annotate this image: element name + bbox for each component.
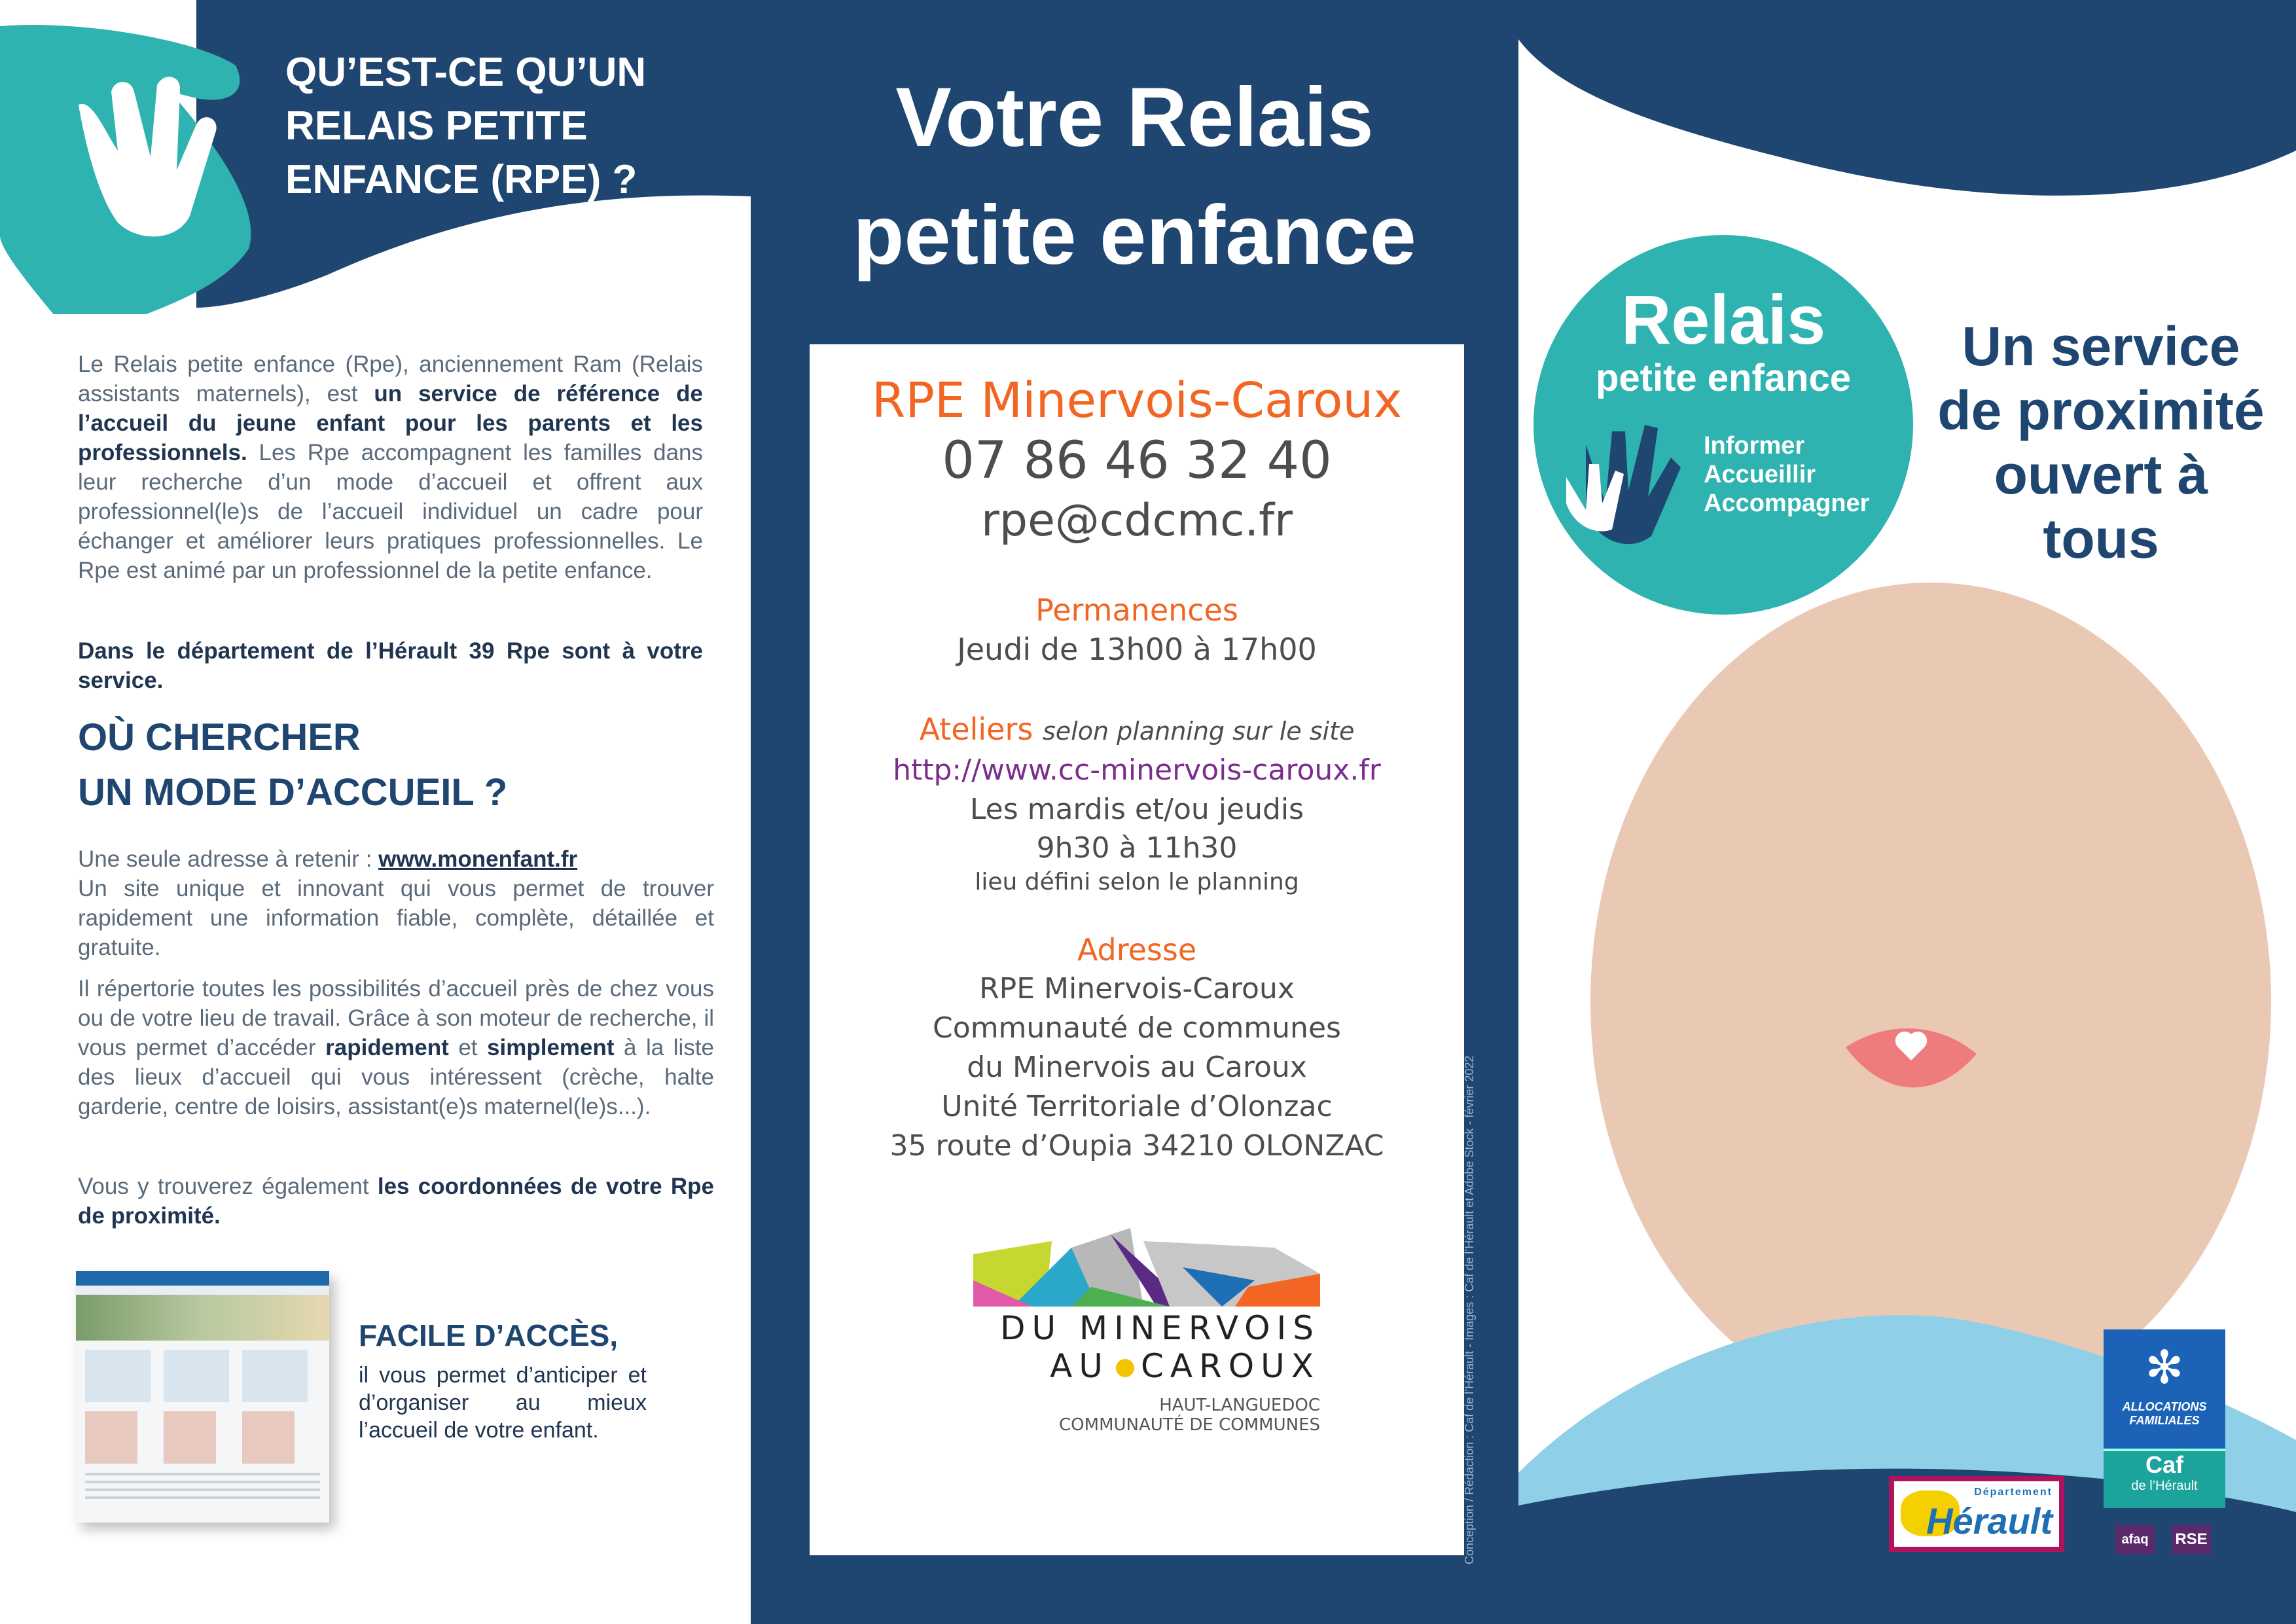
herault-logo: Département Hérault (1889, 1476, 2064, 1552)
child-photo (1590, 583, 2271, 1420)
intro-count: Dans le département de l’Hérault 39 Rpe sont à votre service. (78, 638, 703, 693)
credit-text: Conception / Rédaction : Caf de l’Hérault - Images : Caf de l’Hérault et Adobe Stock - février 2022 (1463, 1055, 1476, 1564)
search-paragraph-1: Une seule adresse à retenir : www.monenfant.fr Un site unique et innovant qui vous permet de trouver rapidement une information fiable, complète, détaillée et gratuite. (78, 846, 714, 960)
sun-dot-icon (1116, 1359, 1134, 1377)
ateliers-place: lieu défini selon le planning (975, 869, 1299, 895)
hands-icon (1553, 405, 1691, 549)
website-screenshot (76, 1271, 329, 1523)
section-heading: OÙ CHERCHER UN MODE D’ACCUEIL ? (78, 716, 508, 814)
facile-block: FACILE D’ACCÈS, il vous permet d’anticiper et d’organiser au mieux l’accueil de votre enfant. (359, 1318, 647, 1443)
caf-logo: ✻ ALLOCATIONS FAMILIALES Caf de l’Hérault (2104, 1329, 2225, 1508)
search-paragraph-3: Vous y trouverez également les coordonnées de votre Rpe de proximité. (78, 1174, 714, 1229)
email-link[interactable]: rpe@cdcmc.fr (980, 495, 1293, 547)
badge-verbs: Informer Accueillir Accompagner (1704, 432, 1870, 517)
rpe-badge: Relais petite enfance Informer Accueillir Accompagner (1534, 235, 1913, 615)
service-slogan: Un service de proximité ouvert à tous (1937, 316, 2265, 569)
monenfant-link[interactable]: www.monenfant.fr (378, 846, 578, 872)
rse-logo: RSE (2172, 1525, 2211, 1554)
intro-paragraph: Le Relais petite enfance (Rpe), anciennement Ram (Relais assistants maternels), est un service de référence de l’accueil du jeune enfant pour les parents et les professionnels. Les Rpe accompagnent les familles dans leur recherche d’un mode d’accueil et offrent aux professionnel(le)s de l’accueil individuel un cadre pour échanger et améliorer leurs pratiques professionnelles. Le Rpe est animé par un professionnel de la petite enfance. (78, 352, 703, 583)
afaq-logo: afaq (2115, 1525, 2155, 1554)
ateliers-heading: Ateliers selon planning sur le site (919, 712, 1355, 747)
adresse-label: Adresse (1077, 932, 1197, 967)
center-title: Votre Relais petite enfance (853, 71, 1416, 282)
permanences-text: Jeudi de 13h00 à 17h00 (957, 632, 1317, 667)
left-title: QU’EST-CE QU’UN RELAIS PETITE ENFANCE (RPE) ? (285, 50, 647, 202)
permanences-label: Permanences (1035, 592, 1238, 628)
contact-card (810, 344, 1464, 1555)
left-panel (0, 0, 751, 1624)
website-link[interactable]: http://www.cc-minervois-caroux.fr (893, 753, 1381, 787)
minervois-caroux-logo: DU MINERVOIS AU CAROUX HAUT-LANGUEDOC COMMUNAUTÉ DE COMMUNES (973, 1228, 1320, 1435)
search-paragraph-2: Il répertorie toutes les possibilités d’accueil près de chez vous ou de votre lieu de travail. Grâce à son moteur de recherche, il vous permet d’accéder rapidement et simplement à la liste des lieux d’accueil qui vous intéressent (crèche, halte garderie, centre de loisirs, assistant(e)s maternel(le)s...). (78, 976, 715, 1119)
people-icon: ✻ (2145, 1342, 2184, 1393)
ateliers-hours: 9h30 à 11h30 (1036, 831, 1238, 865)
hands-icon (0, 25, 251, 314)
mountains-logo-icon (973, 1228, 1320, 1307)
rpe-name: RPE Minervois-Caroux (871, 372, 1403, 429)
phone-number: 07 86 46 32 40 (942, 431, 1332, 490)
address: RPE Minervois-Caroux Communauté de communes du Minervois au Caroux Unité Territoriale d’Olonzac 35 route d’Oupia 34210 OLONZAC (889, 972, 1384, 1163)
ateliers-days: Les mardis et/ou jeudis (969, 793, 1304, 826)
